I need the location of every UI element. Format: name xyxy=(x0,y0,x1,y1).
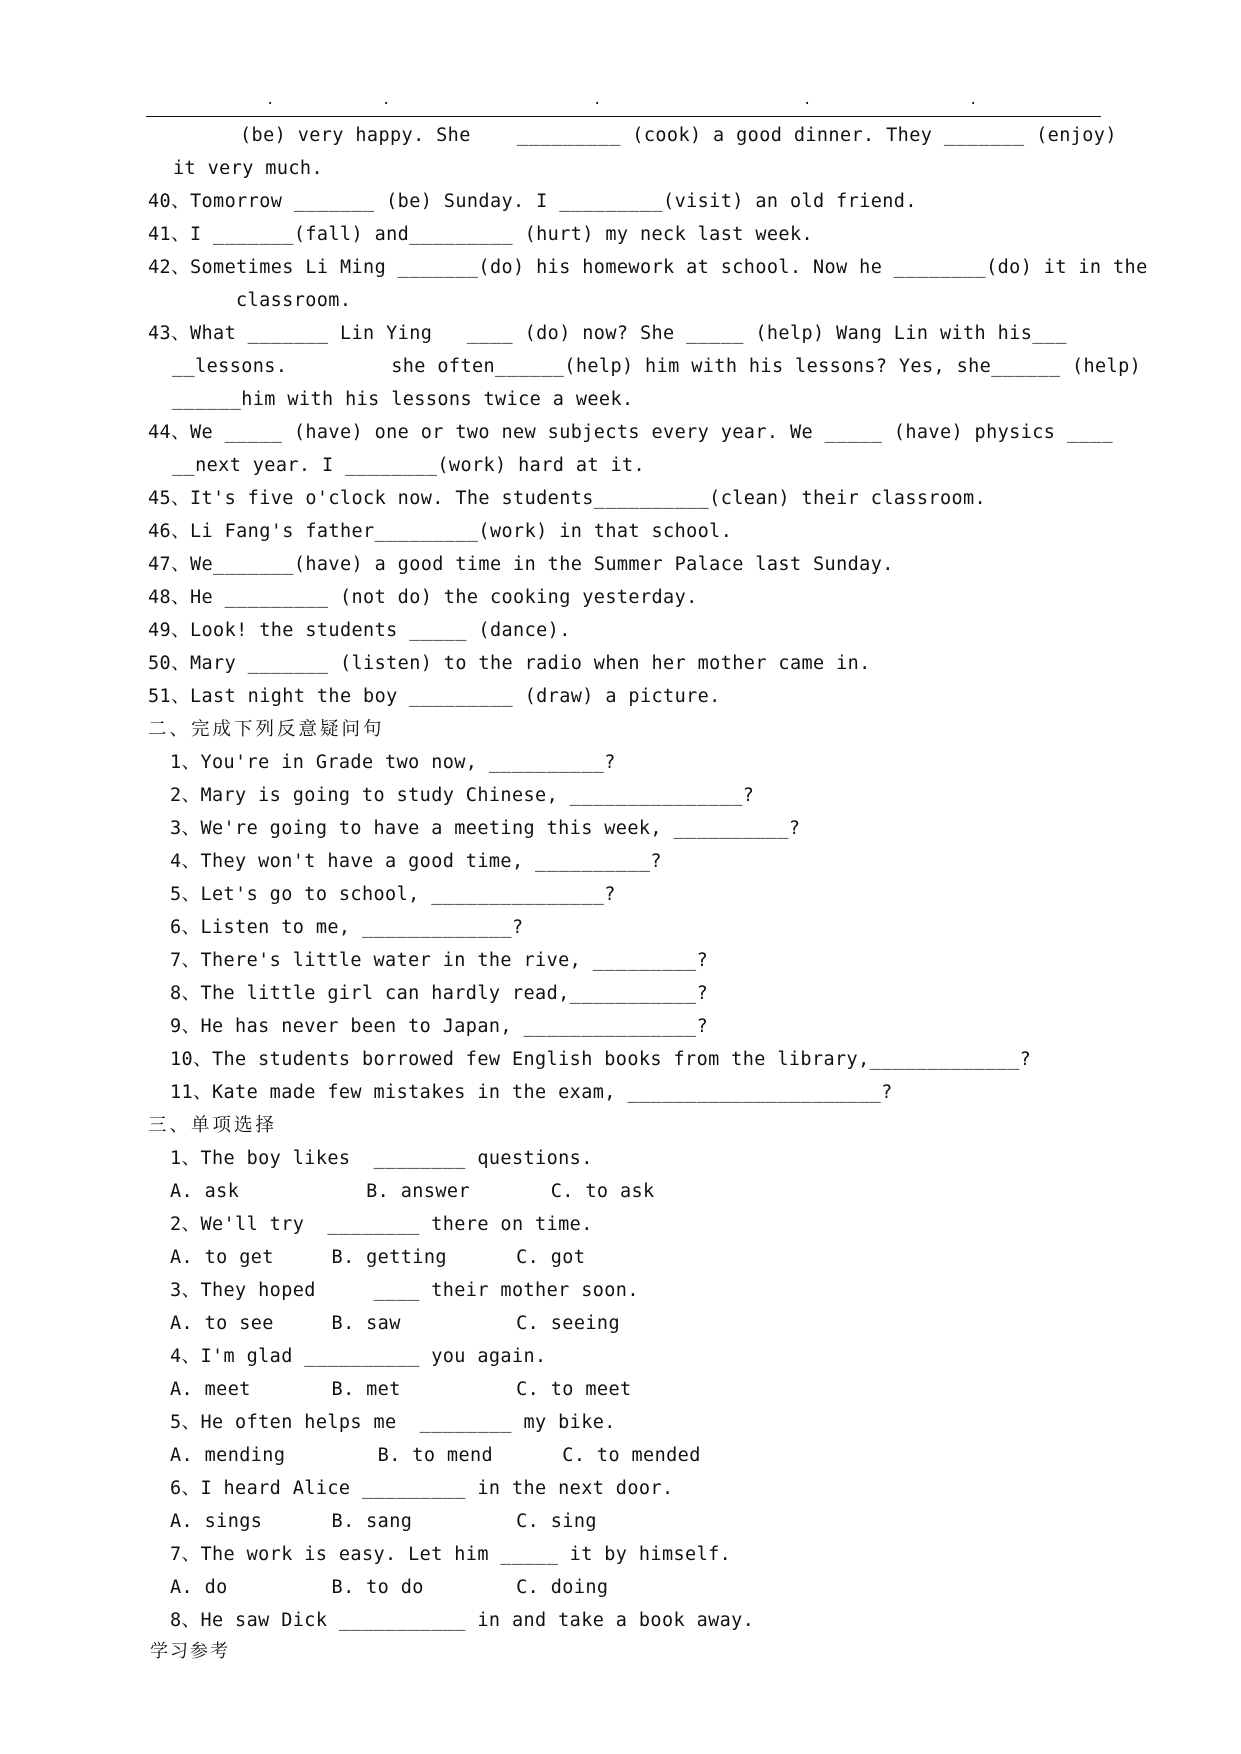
choice-options-1: A. ask B. answer C. to ask xyxy=(170,1181,655,1202)
question-45: 45、It's five o'clock now. The students__________(clean) their classroom. xyxy=(148,488,987,509)
question-44: 44、We _____ (have) one or two new subjects every year. We _____ (have) physics ____ xyxy=(148,422,1114,443)
tag-question-9: 9、He has never been to Japan, _______________? xyxy=(170,1016,709,1037)
choice-question-3: 3、They hoped ____ their mother soon. xyxy=(170,1280,639,1301)
choice-options-6: A. sings B. sang C. sing xyxy=(170,1511,597,1532)
question-50: 50、Mary _______ (listen) to the radio when her mother came in. xyxy=(148,653,871,674)
tag-question-8: 8、The little girl can hardly read,___________? xyxy=(170,983,709,1004)
text-line: ______him with his lessons twice a week. xyxy=(172,389,634,410)
choice-options-4: A. meet B. met C. to meet xyxy=(170,1379,632,1400)
text-line: (be) very happy. She _________ (cook) a good dinner. They _______ (enjoy) xyxy=(240,125,1117,146)
choice-options-2: A. to get B. getting C. got xyxy=(170,1247,586,1268)
choice-question-1: 1、The boy likes ________ questions. xyxy=(170,1148,593,1169)
header-dot: . xyxy=(593,92,602,108)
question-43: 43、What _______ Lin Ying ____ (do) now? She _____ (help) Wang Lin with his___ xyxy=(148,323,1067,344)
header-dot: . xyxy=(969,92,978,108)
header-dot: . xyxy=(266,92,275,108)
text-line: classroom. xyxy=(236,290,352,311)
section-heading-multiple-choice: 三、单项选择 xyxy=(148,1115,278,1136)
choice-question-6: 6、I heard Alice _________ in the next door. xyxy=(170,1478,674,1499)
text-line: __lessons. she often______(help) him with his lessons? Yes, she______ (help) xyxy=(172,356,1142,377)
choice-question-7: 7、The work is easy. Let him _____ it by himself. xyxy=(170,1544,732,1565)
choice-question-4: 4、I'm glad __________ you again. xyxy=(170,1346,547,1367)
tag-question-5: 5、Let's go to school, _______________? xyxy=(170,884,616,905)
tag-question-6: 6、Listen to me, _____________? xyxy=(170,917,524,938)
question-49: 49、Look! the students _____ (dance). xyxy=(148,620,571,641)
choice-options-7: A. do B. to do C. doing xyxy=(170,1577,609,1598)
text-line: it very much. xyxy=(173,158,323,179)
page-footer: 学习参考 xyxy=(150,1641,230,1662)
choice-options-5: A. mending B. to mend C. to mended xyxy=(170,1445,701,1466)
tag-question-7: 7、There's little water in the rive, _________? xyxy=(170,950,709,971)
question-51: 51、Last night the boy _________ (draw) a picture. xyxy=(148,686,721,707)
section-heading-tag-questions: 二、完成下列反意疑问句 xyxy=(148,719,385,740)
tag-question-10: 10、The students borrowed few English books from the library,_____________? xyxy=(170,1049,1032,1070)
header-dot: . xyxy=(382,92,391,108)
tag-question-1: 1、You're in Grade two now, __________? xyxy=(170,752,616,773)
header-rule xyxy=(146,116,1101,117)
choice-question-5: 5、He often helps me ________ my bike. xyxy=(170,1412,616,1433)
tag-question-4: 4、They won't have a good time, __________? xyxy=(170,851,662,872)
choice-question-8: 8、He saw Dick ___________ in and take a book away. xyxy=(170,1610,755,1631)
question-47: 47、We_______(have) a good time in the Summer Palace last Sunday. xyxy=(148,554,894,575)
tag-question-2: 2、Mary is going to study Chinese, _______________? xyxy=(170,785,755,806)
tag-question-11: 11、Kate made few mistakes in the exam, ______________________? xyxy=(170,1082,893,1103)
header-dot: . xyxy=(803,92,812,108)
text-line: __next year. I ________(work) hard at it. xyxy=(172,455,646,476)
question-46: 46、Li Fang's father_________(work) in that school. xyxy=(148,521,733,542)
question-41: 41、I _______(fall) and_________ (hurt) my neck last week. xyxy=(148,224,814,245)
question-42: 42、Sometimes Li Ming _______(do) his homework at school. Now he ________(do) it in the xyxy=(148,257,1148,278)
choice-question-2: 2、We'll try ________ there on time. xyxy=(170,1214,593,1235)
question-40: 40、Tomorrow _______ (be) Sunday. I _________(visit) an old friend. xyxy=(148,191,917,212)
tag-question-3: 3、We're going to have a meeting this week, __________? xyxy=(170,818,801,839)
question-48: 48、He _________ (not do) the cooking yesterday. xyxy=(148,587,698,608)
choice-options-3: A. to see B. saw C. seeing xyxy=(170,1313,620,1334)
header-dots xyxy=(146,93,1101,107)
